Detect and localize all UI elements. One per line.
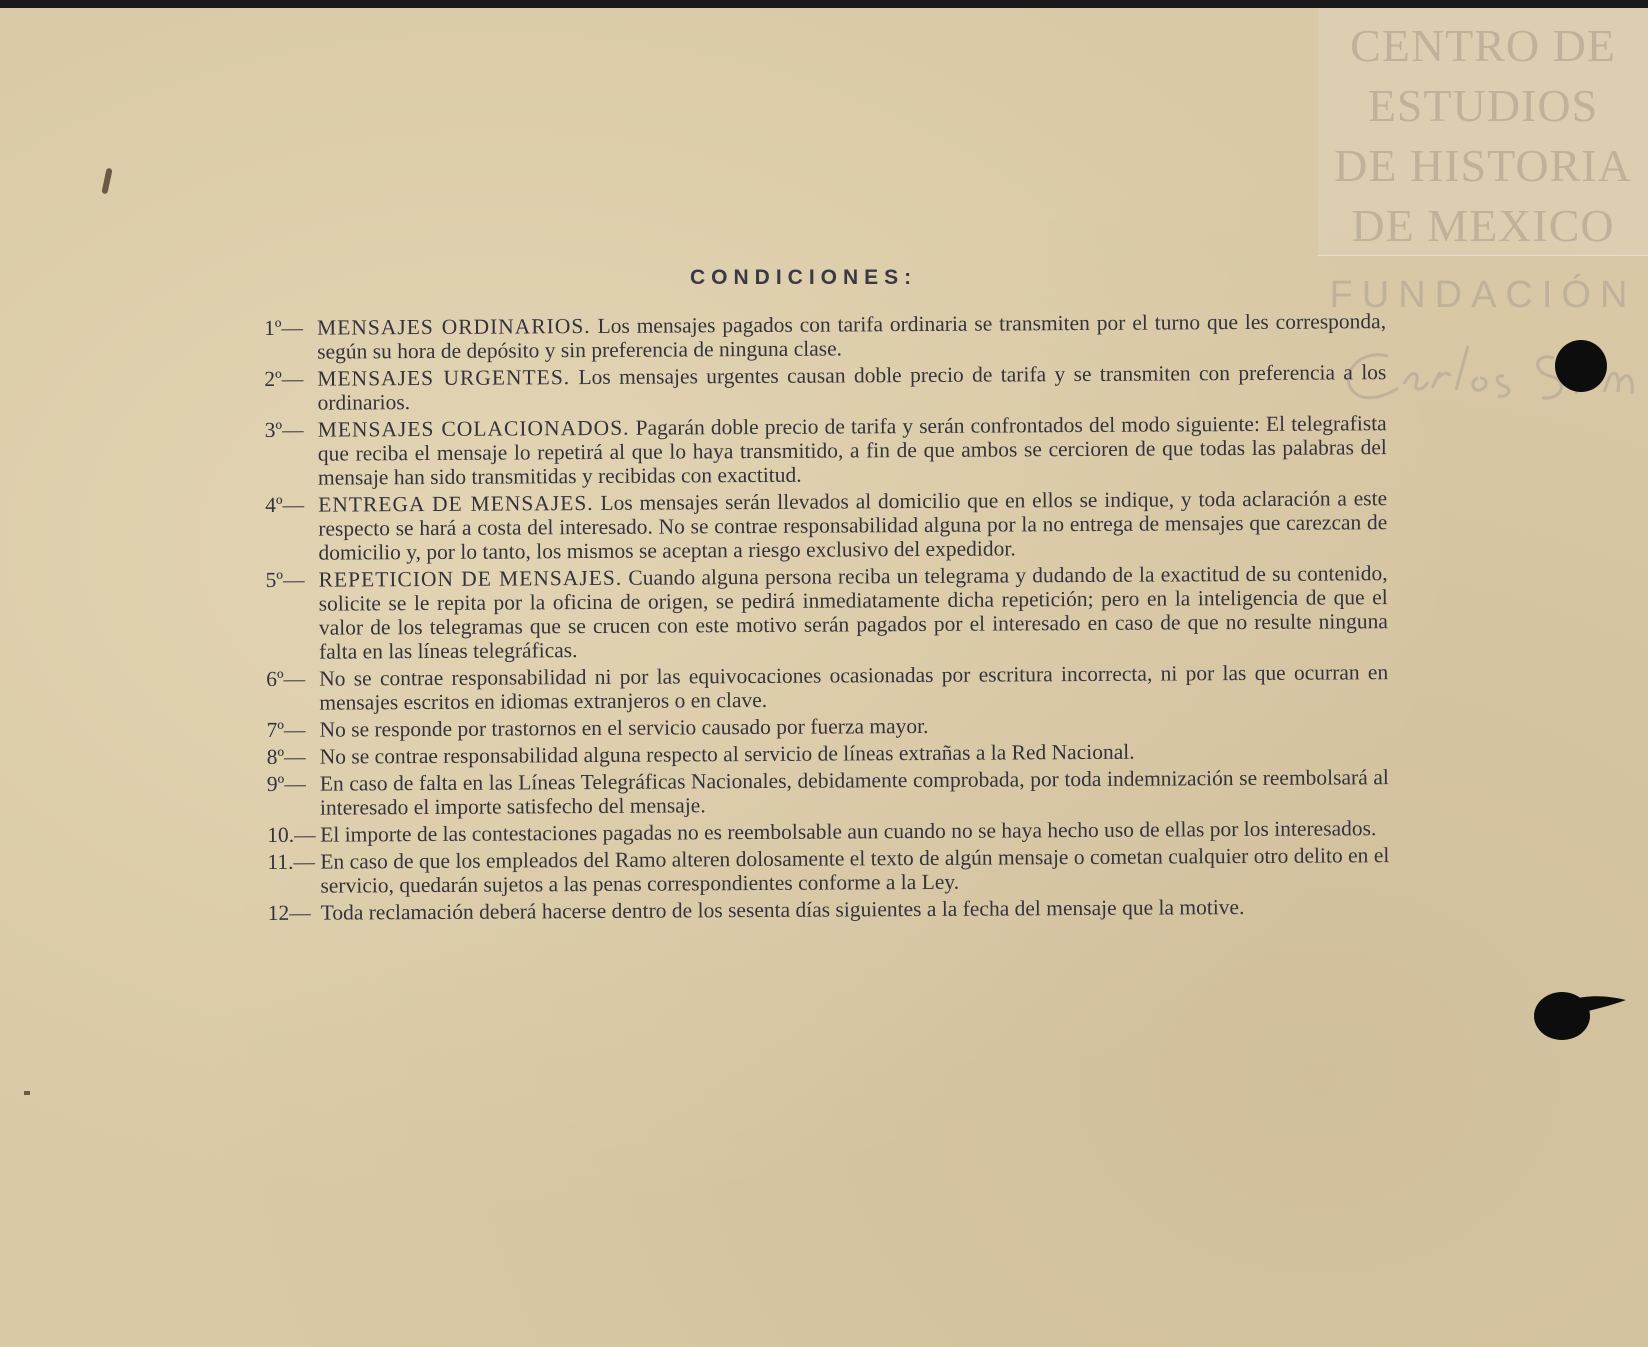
watermark-line: DE HISTORIA [1334,140,1632,191]
clause-text: En caso de que los empleados del Ramo alteren dolosamente el texto de algún mensaje o cometan cualquier otro delito en el servicio, quedarán sujetos a las penas correspondientes conforme a la Ley. [320,843,1390,898]
clause-number: 8º— [266,744,306,769]
punch-hole-mark [1553,338,1609,394]
condition-clause [264,360,1386,415]
condition-clause [264,309,1386,364]
clause-text: No se contrae responsabilidad alguna respecto al servicio de líneas extrañas a la Red Nacional. [319,739,1135,769]
condition-clause [267,765,1389,820]
clause-number: 9º— [266,771,306,796]
clause-number: 3º— [264,417,304,442]
condition-clause [267,816,1389,847]
condition-clause [266,561,1389,664]
clause-number: 10.— [267,822,316,847]
condition-clause [265,411,1387,490]
clause-heading: REPETICION DE MENSAJES. [318,565,623,592]
clause-heading: ENTREGA DE MENSAJES. [318,490,594,517]
clause-heading: MENSAJES ORDINARIOS. [316,314,591,340]
page-title: CONDICIONES: [690,266,918,289]
clause-number: 4º— [265,492,305,517]
ink-blot-mark [1530,984,1630,1044]
watermark-line: CENTRO DE [1350,20,1616,71]
clause-text: En caso de falta en las Líneas Telegráficas Nacionales, debidamente comprobada, por toda indemnización se reembolsará al interesado el importe satisfecho del mensaje. [319,765,1389,820]
conditions-list [264,309,1390,928]
clause-text: No se contrae responsabilidad ni por las equivocaciones ocasionadas por escritura incorrecta, ni por las que ocurran en mensajes escritos en idiomas extranjeros o en clave. [319,660,1389,715]
clause-text: Cuando alguna persona reciba un telegrama y dudando de la exactitud de su contenido, solicite se le repita por la oficina de origen, se pedirá inmediatamente dicha repetición; pero en la inteligencia de que el valor de los telegramas que se crucen con este motivo serán pagados por el interesado en caso de que no resulte ninguna falta en las líneas telegráficas. [318,561,1388,664]
clause-number: 6º— [266,666,306,691]
condition-clause [266,711,1388,742]
clause-number: 1º— [264,315,304,340]
clause-number: 2º— [264,366,304,391]
condition-clause [267,843,1389,898]
clause-text: Pagarán doble precio de tarifa y serán confrontados del modo siguiente: El telegrafista que reciba el mensaje lo repetirá al que lo haya transmitido, a fin de que ambos se cercioren de que todas las palabras del mensaje han sido transmitidas y recibidas con exactitud. [317,411,1387,490]
document-page [0,8,1648,1347]
watermark-foundation: FUNDACIÓN [1329,274,1637,316]
clause-heading: MENSAJES URGENTES. [317,365,571,391]
condition-clause [267,738,1389,769]
clause-text: El importe de las contestaciones pagadas no es reembolsable aun cuando no se haya hecho uso de ellas por los interesados. [320,816,1377,847]
clause-number: 11.— [267,849,315,874]
clause-text: No se responde por trastornos en el servicio causado por fuerza mayor. [319,713,929,742]
watermark-institution [1318,8,1648,256]
clause-number: 5º— [265,567,305,592]
condition-clause [266,660,1388,715]
watermark-line: ESTUDIOS [1367,80,1599,131]
clause-number: 12— [267,900,311,925]
clause-text: Los mensajes serán llevados al domicilio que en ellos se indique, y toda aclaración a este respecto se hará a costa del interesado. No se contrae responsabilidad alguna por la no entrega de mensajes que carezcan de domicilio y, por lo tanto, los mismos se aceptan a riesgo exclusivo del expedidor. [318,486,1388,565]
condition-clause [268,894,1390,925]
paper-blemish [24,1091,30,1095]
watermark-line: DE MEXICO [1351,200,1615,251]
clause-number: 7º— [266,717,306,742]
condition-clause [265,486,1387,565]
clause-text: Los mensajes urgentes causan doble precio de tarifa y se transmiten con preferencia a los ordinarios. [317,360,1387,415]
paper-blemish [101,168,112,195]
clause-text: Los mensajes pagados con tarifa ordinaria se transmiten por el turno que les corresponda, según su hora de depósito y sin preferencia de ninguna clase. [317,309,1387,364]
clause-text: Toda reclamación deberá hacerse dentro de los sesenta días siguientes a la fecha del mensaje que la motive. [320,895,1245,925]
clause-heading: MENSAJES COLACIONADOS. [317,415,630,442]
